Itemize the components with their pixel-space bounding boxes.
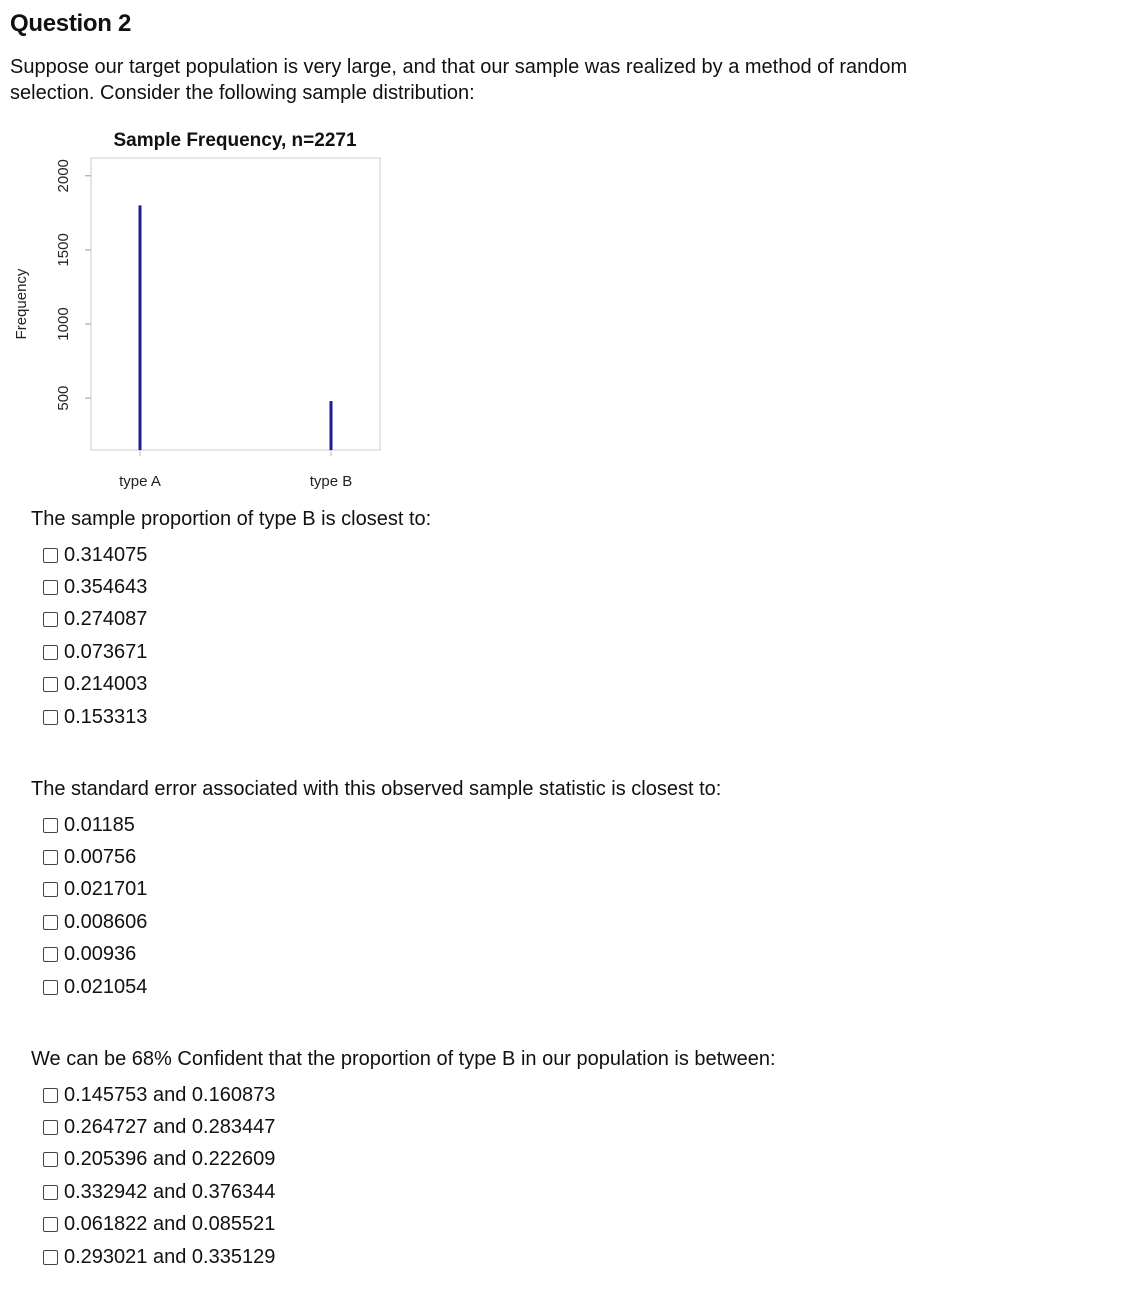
intro-text: Suppose our target population is very large, and that our sample was realized by a method of random selection. Consider the following sample distribution: (10, 56, 908, 104)
option-label: 0.061822 and 0.085521 (64, 1213, 276, 1236)
question-2-options (43, 809, 147, 1003)
option[interactable] (43, 971, 147, 1003)
option-label: 0.00756 (64, 846, 137, 869)
x-tick-label: type B (309, 473, 353, 490)
option[interactable] (43, 701, 147, 733)
option-label: 0.145753 and 0.160873 (64, 1083, 276, 1106)
option-label: 0.332942 and 0.376344 (64, 1180, 276, 1203)
checkbox[interactable] (43, 580, 58, 595)
x-tick-label: type A (119, 473, 161, 490)
option-label: 0.354643 (64, 576, 148, 599)
option-label: 0.073671 (64, 640, 148, 663)
option-label: 0.021054 (64, 975, 148, 998)
option-label: 0.293021 and 0.335129 (64, 1245, 276, 1268)
option[interactable] (43, 1176, 275, 1208)
question-1-prompt: The sample proportion of type B is closest to: (31, 508, 432, 530)
option-label: 0.01185 (64, 813, 135, 836)
option[interactable] (43, 1209, 275, 1241)
checkbox[interactable] (43, 980, 58, 995)
checkbox[interactable] (43, 850, 58, 865)
y-axis-label: Frequency (13, 268, 30, 340)
y-tick-label: 2000 (55, 159, 72, 193)
option[interactable] (43, 841, 147, 873)
checkbox[interactable] (43, 548, 58, 563)
option-label: 0.021701 (64, 878, 148, 901)
y-tick-label: 500 (55, 385, 72, 411)
option[interactable] (43, 1144, 275, 1176)
checkbox[interactable] (43, 645, 58, 660)
bars (140, 205, 331, 450)
option[interactable] (43, 604, 147, 636)
option[interactable] (43, 809, 147, 841)
y-tick-label: 1500 (55, 233, 72, 267)
option-label: 0.00936 (64, 943, 137, 966)
option-label: 0.153313 (64, 705, 148, 728)
y-axis-ticks (55, 159, 91, 411)
frequency-chart (0, 120, 400, 500)
checkbox[interactable] (43, 915, 58, 930)
checkbox[interactable] (43, 1152, 58, 1167)
checkbox[interactable] (43, 1120, 58, 1135)
x-axis-labels (119, 450, 352, 490)
question-2-prompt: The standard error associated with this observed sample statistic is closest to: (31, 778, 722, 800)
option[interactable] (43, 939, 147, 971)
checkbox[interactable] (43, 882, 58, 897)
question-3-prompt: We can be 68% Confident that the proportion of type B in our population is between: (31, 1048, 776, 1070)
checkbox[interactable] (43, 710, 58, 725)
option[interactable] (43, 906, 147, 938)
checkbox[interactable] (43, 612, 58, 627)
option[interactable] (43, 1079, 275, 1111)
option-label: 0.314075 (64, 543, 148, 566)
option[interactable] (43, 1241, 275, 1273)
option-label: 0.264727 and 0.283447 (64, 1116, 276, 1139)
checkbox[interactable] (43, 947, 58, 962)
option[interactable] (43, 669, 147, 701)
y-tick-label: 1000 (55, 307, 72, 341)
checkbox[interactable] (43, 1250, 58, 1265)
checkbox[interactable] (43, 818, 58, 833)
option[interactable] (43, 539, 147, 571)
checkbox[interactable] (43, 1217, 58, 1232)
option[interactable] (43, 874, 147, 906)
option-label: 0.214003 (64, 673, 148, 696)
option[interactable] (43, 1111, 275, 1143)
chart-title: Sample Frequency, n=2271 (113, 130, 357, 151)
checkbox[interactable] (43, 1088, 58, 1103)
question-title: Question 2 (10, 10, 132, 37)
option[interactable] (43, 571, 147, 603)
checkbox[interactable] (43, 1185, 58, 1200)
checkbox[interactable] (43, 677, 58, 692)
option-label: 0.274087 (64, 608, 148, 631)
option-label: 0.205396 and 0.222609 (64, 1148, 276, 1171)
question-3-options (43, 1079, 275, 1273)
question-1-options (43, 539, 147, 733)
option-label: 0.008606 (64, 910, 148, 933)
plot-area (91, 158, 380, 450)
option[interactable] (43, 636, 147, 668)
